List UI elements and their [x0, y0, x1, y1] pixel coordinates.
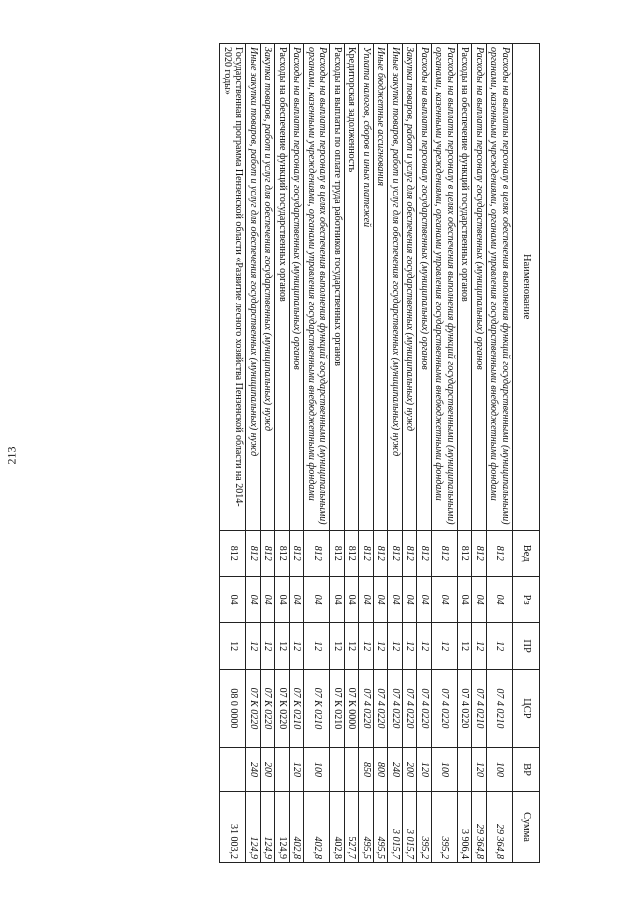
table-row [261, 44, 276, 863]
header-sum: Сумма [513, 792, 540, 863]
row-vr-cell [330, 748, 345, 792]
row-sum-cell: 495,5 [374, 792, 389, 863]
row-csr-cell: 07 4 0210 [487, 669, 513, 747]
budget-table [220, 43, 541, 863]
row-rz-cell: 04 [275, 576, 290, 622]
row-sum-cell: 29 364,8 [472, 792, 487, 863]
row-sum-cell: 31 003,2 [220, 792, 246, 863]
row-name-cell: Государственная программа Пензенской области «Развитие лесного хозяйства Пензенской области на 2014-2020 годы» [220, 44, 246, 531]
row-csr-cell: 07 К 0220 [246, 669, 261, 747]
row-ved-cell: 812 [330, 530, 345, 576]
row-csr-cell: 07 К 0000 [345, 669, 360, 747]
row-ved-cell: 812 [220, 530, 246, 576]
row-ved-cell: 812 [374, 530, 389, 576]
row-sum-cell: 3 906,4 [458, 792, 473, 863]
row-pr-cell: 12 [458, 623, 473, 669]
row-pr-cell: 12 [388, 623, 403, 669]
row-sum-cell: 3 015,7 [403, 792, 418, 863]
row-name-cell: Расходы на выплаты персоналу в целях обеспечения выполнения функций государственными (муниципальными) органами, казенными учреждениями, органами управления государственными внебюджетными фондами [304, 44, 330, 531]
row-name-cell: Иные закупки товаров, работ и услуг для обеспечения государственных (муниципальных) нужд [246, 44, 261, 531]
budget-table-sheet [95, 43, 540, 863]
header-csr: ЦСР [513, 669, 540, 747]
row-csr-cell: 07 4 0220 [458, 669, 473, 747]
row-csr-cell: 07 К 0210 [290, 669, 305, 747]
row-vr-cell [220, 748, 246, 792]
row-vr-cell: 100 [432, 748, 458, 792]
row-ved-cell: 812 [472, 530, 487, 576]
row-rz-cell: 04 [345, 576, 360, 622]
table-row [275, 44, 290, 863]
row-vr-cell: 120 [472, 748, 487, 792]
row-name-cell: Расходы на выплаты персоналу государственных (муниципальных) органов [472, 44, 487, 531]
row-csr-cell: 07 4 0220 [403, 669, 418, 747]
row-sum-cell: 402,8 [290, 792, 305, 863]
row-name-cell: Расходы на выплаты персоналу в целях обеспечения выполнения функций государственными (муниципальными) органами, казенными учреждениями, органами управления государственными внебюджетными фондами [487, 44, 513, 531]
table-row [304, 44, 330, 863]
table-row [472, 44, 487, 863]
row-csr-cell: 07 К 0220 [261, 669, 276, 747]
table-row [388, 44, 403, 863]
table-row [330, 44, 345, 863]
row-csr-cell: 07 4 0220 [388, 669, 403, 747]
row-ved-cell: 812 [432, 530, 458, 576]
table-row [290, 44, 305, 863]
row-ved-cell: 812 [246, 530, 261, 576]
row-rz-cell: 04 [417, 576, 432, 622]
row-pr-cell: 12 [275, 623, 290, 669]
row-vr-cell: 120 [290, 748, 305, 792]
row-vr-cell [345, 748, 360, 792]
row-csr-cell: 07 К 0210 [304, 669, 330, 747]
row-rz-cell: 04 [261, 576, 276, 622]
row-vr-cell: 850 [359, 748, 374, 792]
row-ved-cell: 812 [304, 530, 330, 576]
row-csr-cell: 07 4 0220 [432, 669, 458, 747]
table-row [220, 44, 246, 863]
row-vr-cell [458, 748, 473, 792]
row-name-cell: Закупка товаров, работ и услуг для обеспечения государственных (муниципальных) нужд [261, 44, 276, 531]
row-ved-cell: 812 [417, 530, 432, 576]
row-name-cell: Расходы на выплаты персоналу государственных (муниципальных) органов [417, 44, 432, 531]
row-pr-cell: 12 [472, 623, 487, 669]
row-pr-cell: 12 [304, 623, 330, 669]
row-pr-cell: 12 [403, 623, 418, 669]
row-ved-cell: 812 [388, 530, 403, 576]
row-ved-cell: 812 [290, 530, 305, 576]
row-rz-cell: 04 [374, 576, 389, 622]
row-pr-cell: 12 [345, 623, 360, 669]
row-sum-cell: 402,8 [304, 792, 330, 863]
row-vr-cell: 100 [487, 748, 513, 792]
row-pr-cell: 12 [290, 623, 305, 669]
row-rz-cell: 04 [388, 576, 403, 622]
table-row [345, 44, 360, 863]
row-name-cell: Расходы на выплаты персоналу в целях обеспечения выполнения функций государственными (муниципальными) органами, казенными учреждениями, органами управления государственными внебюджетными фондами [432, 44, 458, 531]
row-vr-cell: 120 [417, 748, 432, 792]
row-sum-cell: 124,9 [275, 792, 290, 863]
row-csr-cell: 07 К 0220 [275, 669, 290, 747]
row-ved-cell: 812 [261, 530, 276, 576]
row-rz-cell: 04 [458, 576, 473, 622]
row-vr-cell: 200 [403, 748, 418, 792]
row-ved-cell: 812 [275, 530, 290, 576]
row-pr-cell: 12 [220, 623, 246, 669]
row-sum-cell: 527,7 [345, 792, 360, 863]
row-ved-cell: 812 [345, 530, 360, 576]
row-pr-cell: 12 [330, 623, 345, 669]
header-pr: ПР [513, 623, 540, 669]
page-number: 213 [4, 446, 19, 465]
row-rz-cell: 04 [220, 576, 246, 622]
row-rz-cell: 04 [290, 576, 305, 622]
row-csr-cell: 07 4 0220 [359, 669, 374, 747]
row-sum-cell: 124,9 [246, 792, 261, 863]
table-body [220, 44, 513, 863]
row-sum-cell: 402,8 [330, 792, 345, 863]
header-name: Наименование [513, 44, 540, 531]
row-rz-cell: 04 [487, 576, 513, 622]
row-csr-cell: 07 К 0210 [330, 669, 345, 747]
row-rz-cell: 04 [403, 576, 418, 622]
row-pr-cell: 12 [417, 623, 432, 669]
table-row [432, 44, 458, 863]
table-row [246, 44, 261, 863]
row-name-cell: Уплата налогов, сборов и иных платежей [359, 44, 374, 531]
row-pr-cell: 12 [246, 623, 261, 669]
row-vr-cell: 800 [374, 748, 389, 792]
row-ved-cell: 812 [359, 530, 374, 576]
table-row [403, 44, 418, 863]
table-row [374, 44, 389, 863]
table-row [487, 44, 513, 863]
header-rz: Рз [513, 576, 540, 622]
row-csr-cell: 08 0 0000 [220, 669, 246, 747]
row-pr-cell: 12 [432, 623, 458, 669]
row-name-cell: Иные закупки товаров, работ и услуг для обеспечения государственных (муниципальных) нужд [388, 44, 403, 531]
row-sum-cell: 29 364,8 [487, 792, 513, 863]
row-vr-cell: 240 [246, 748, 261, 792]
row-sum-cell: 395,2 [417, 792, 432, 863]
header-vr: ВР [513, 748, 540, 792]
row-sum-cell: 3 015,7 [388, 792, 403, 863]
row-rz-cell: 04 [246, 576, 261, 622]
row-csr-cell: 07 4 0220 [417, 669, 432, 747]
row-pr-cell: 12 [487, 623, 513, 669]
row-ved-cell: 812 [403, 530, 418, 576]
row-sum-cell: 124,9 [261, 792, 276, 863]
row-name-cell: Иные бюджетные ассигнования [374, 44, 389, 531]
row-csr-cell: 07 4 0220 [374, 669, 389, 747]
row-pr-cell: 12 [359, 623, 374, 669]
row-csr-cell: 07 4 0210 [472, 669, 487, 747]
row-name-cell: Кредиторская задолженность [345, 44, 360, 531]
row-vr-cell: 200 [261, 748, 276, 792]
row-rz-cell: 04 [304, 576, 330, 622]
row-vr-cell [275, 748, 290, 792]
row-name-cell: Расходы на обеспечение функций государственных органов [275, 44, 290, 531]
row-sum-cell: 495,5 [359, 792, 374, 863]
table-row [417, 44, 432, 863]
row-pr-cell: 12 [261, 623, 276, 669]
row-pr-cell: 12 [374, 623, 389, 669]
row-ved-cell: 812 [458, 530, 473, 576]
row-vr-cell: 100 [304, 748, 330, 792]
row-vr-cell: 240 [388, 748, 403, 792]
row-name-cell: Закупка товаров, работ и услуг для обеспечения государственных (муниципальных) нужд [403, 44, 418, 531]
row-name-cell: Расходы на обеспечение функций государственных органов [458, 44, 473, 531]
table-header-row [513, 44, 540, 863]
row-ved-cell: 812 [487, 530, 513, 576]
row-rz-cell: 04 [432, 576, 458, 622]
table-row [359, 44, 374, 863]
row-rz-cell: 04 [359, 576, 374, 622]
table-row [458, 44, 473, 863]
row-rz-cell: 04 [472, 576, 487, 622]
row-name-cell: Расходы на выплаты персоналу государственных (муниципальных) органов [290, 44, 305, 531]
row-rz-cell: 04 [330, 576, 345, 622]
header-ved: Вед [513, 530, 540, 576]
row-sum-cell: 395,2 [432, 792, 458, 863]
row-name-cell: Расходы на выплаты по оплате труда работников государственных органов [330, 44, 345, 531]
